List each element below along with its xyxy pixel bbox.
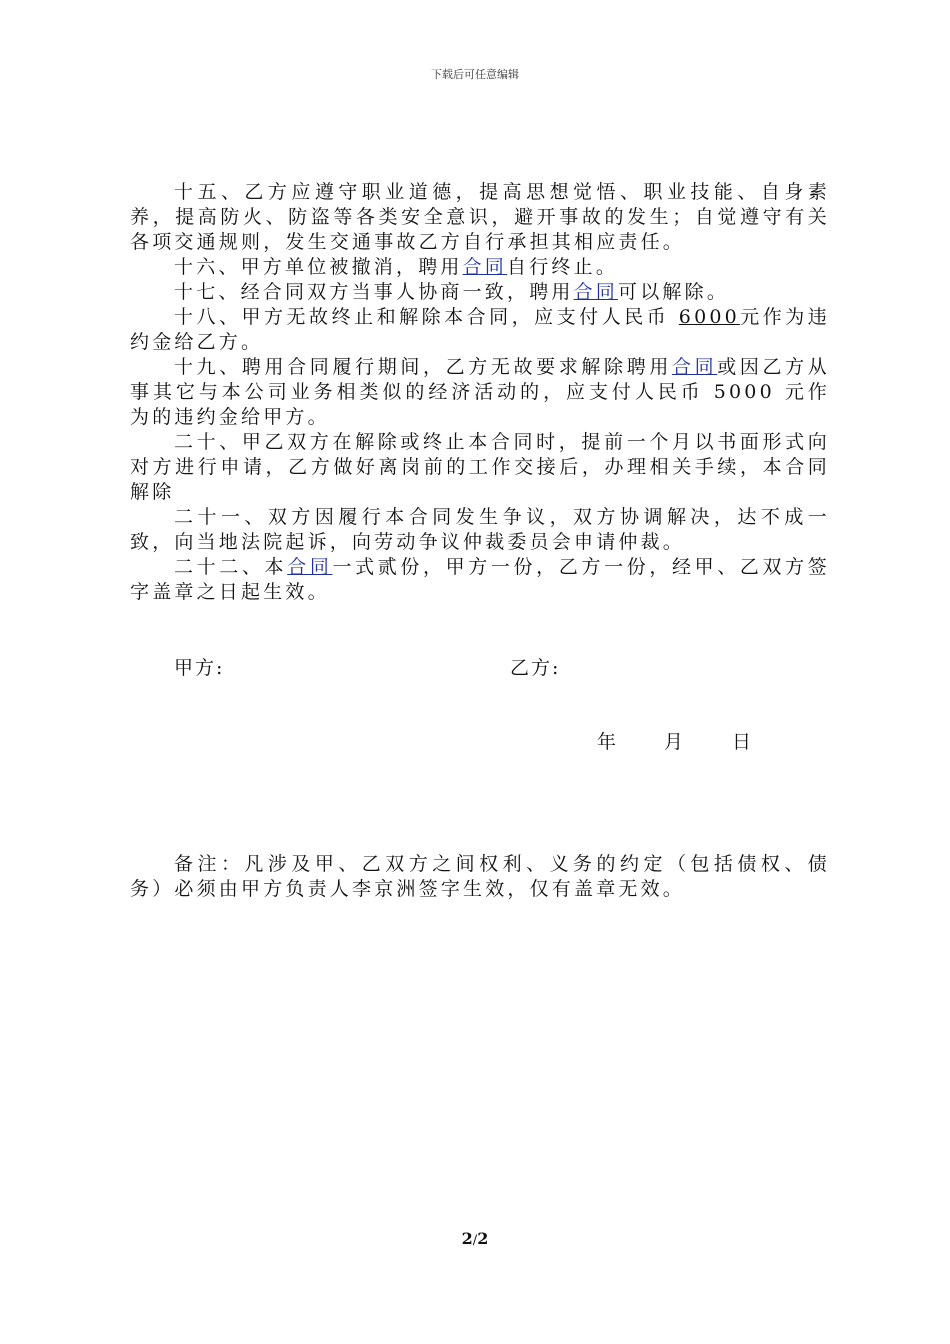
clause-18-text: 十八、甲方无故终止和解除本合同，应支付人民币 <box>174 306 670 328</box>
clause-22 <box>130 555 830 605</box>
page-separator: / <box>472 1233 478 1248</box>
date-year: 年 <box>597 731 617 753</box>
clause-18 <box>130 305 830 355</box>
clause-22-text: 二十二、本 <box>174 556 288 578</box>
clause-19 <box>130 355 830 430</box>
clause-16-text-end: 自行终止。 <box>507 256 619 278</box>
clause-19-text: 十九、聘用合同履行期间，乙方无故要求解除聘用 <box>174 356 672 378</box>
clause-19-text-end: 或因乙方从事其它与本公司业务相类似的经济活动的，应支付人民币 5000 元作为的违约金给甲方。 <box>130 356 830 428</box>
clause-21: 二十一、双方因履行本合同发生争议，双方协调解决，达不成一致，向当地法院起诉，向劳动争议仲裁委员会申请仲裁。 <box>130 506 830 553</box>
total-pages: 2 <box>477 1229 489 1248</box>
clause-16 <box>130 255 830 280</box>
party-b-label: 乙方: <box>510 657 561 679</box>
penalty-amount: 6000 <box>678 306 740 328</box>
current-page: 2 <box>461 1229 473 1248</box>
remark-note <box>130 852 830 902</box>
contract-link[interactable]: 合同 <box>462 256 508 278</box>
clause-17 <box>130 280 830 305</box>
page-header: 下载后可任意编辑 <box>431 68 519 81</box>
clause-17-text-end: 可以解除。 <box>618 281 730 303</box>
clause-20: 二十、甲乙双方在解除或终止本合同时，提前一个月以书面形式向对方进行申请，乙方做好离岗前的工作交接后，办理相关手续，本合同解除 <box>130 431 830 503</box>
contract-link[interactable]: 合同 <box>671 356 718 378</box>
date-day: 日 <box>732 731 752 753</box>
clause-18-text-end: 元作为违约金给乙方。 <box>130 306 830 353</box>
contract-link[interactable]: 合同 <box>287 556 333 578</box>
page-number <box>0 1229 950 1248</box>
remark-text: 备注：凡涉及甲、乙双方之间权利、义务的约定（包括债权、债务）必须由甲方负责人李京洲签字生效，仅有盖章无效。 <box>130 853 830 900</box>
contract-clauses <box>130 180 830 605</box>
contract-link[interactable]: 合同 <box>573 281 619 303</box>
party-a-label: 甲方: <box>174 657 225 679</box>
clause-17-text: 十七、经合同双方当事人协商一致，聘用 <box>174 281 574 303</box>
clause-15: 十五、乙方应遵守职业道德，提高思想觉悟、职业技能、自身素养，提高防火、防盗等各类安全意识，避开事故的发生；自觉遵守有关各项交通规则，发生交通事故乙方自行承担其相应责任。 <box>130 181 830 253</box>
clause-22-text-end: 一式贰份，甲方一份，乙方一份，经甲、乙双方签字盖章之日起生效。 <box>130 556 830 603</box>
date-month: 月 <box>664 731 684 753</box>
clause-16-text: 十六、甲方单位被撤消，聘用 <box>174 256 463 278</box>
